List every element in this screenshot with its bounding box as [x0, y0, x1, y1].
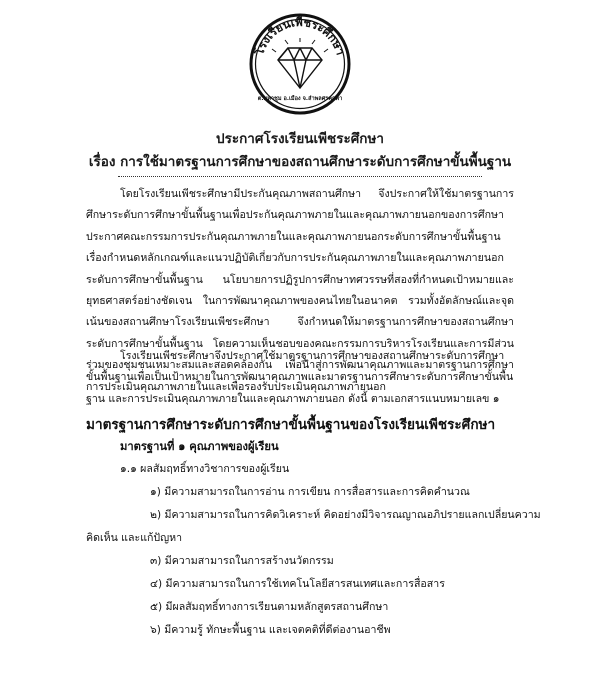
list-item: ๖) มีความรู้ ทักษะพื้นฐาน และเจตคติที่ดีต่องานอาชีพ: [150, 624, 391, 636]
list-item: ๕) มีผลสัมฤทธิ์ทางการเรียนตามหลักสูตรสถานศึกษา: [150, 601, 389, 613]
logo-school-name: โรงเรียนเพีชระศึกษา: [252, 14, 348, 57]
body-paragraph-1: โดยโรงเรียนเพีชระศึกษามีประกันคุณภาพสถานศึกษา จึงประกาศให้ใช้มาตรฐานการศึกษาระดับการศึกษาขั้นพื้นฐานเพื่อประกันคุณภาพภายในและคุณภาพภายนอกของการศึกษา ประกาศคณะกรรมการประกันคุณภาพภายในและคุณภาพภายนอกระดับการศึกษาขั้นพื้นฐาน เรื่องกำหนดหลักเกณฑ์และแนวปฏิบัติเกี่ยวกับการประกันคุณภาพภายในและคุณภาพภายนอกระดับการศึกษาขั้นพื้นฐาน นโยบายการปฏิรูปการศึกษาทศวรรษที่สองที่กำหนดเป้าหมายและยุทธศาสตร์อย่างชัดเจน ในการพัฒนาคุณภาพของคนไทยในอนาคต รวมทั้งอัตลักษณ์และจุดเน้นของสถานศึกษาโรงเรียนเพีชระศึกษา จึงกำหนดให้มาตรฐานการศึกษาของสถานศึกษาระดับการศึกษาขั้นพื้นฐาน โดยความเห็นชอบของคณะกรรมการบริหารโรงเรียนและการมีส่วนร่วมของชุมชนเหมาะสมและสอดคล้องกัน เพื่อนำสู่การพัฒนาคุณภาพและมาตรฐานการศึกษา การประเมินคุณภาพภายในและเพื่อรองรับประเมินคุณภาพภายนอก: [86, 188, 514, 393]
logo-address: ต.มหาชุม อ.เมือง จ.ลำพลศรคกพา: [257, 96, 343, 102]
list-item: ๓) มีความสามารถในการสร้างนวัตกรรม: [150, 555, 334, 567]
list-item: ๑) มีความสามารถในการอ่าน การเขียน การสื่อสารและการคิดคำนวณ: [150, 486, 470, 498]
standard-1-title: มาตรฐานที่ ๑ คุณภาพของผู้เรียน: [120, 440, 279, 453]
announcement-subject: เรื่อง การใช้มาตรฐานการศึกษาของสถานศึกษาระดับการศึกษาขั้นพื้นฐาน: [88, 154, 512, 170]
body-paragraph-2: โรงเรียนเพีชระศึกษาจึงประกาศใช้มาตรฐานการศึกษาของสถานศึกษาระดับการศึกษาขั้นพื้นฐานเพื่อเป็นเป้าหมายในการพัฒนาคุณภาพและมาตรฐานการศึกษาระดับการศึกษาขั้นพื้นฐาน และการประเมินคุณภาพภายในและคุณภาพภายนอก ดังนี้ ตามเอกสารแนบหมายเลข ๑: [86, 350, 514, 405]
standards-heading: มาตรฐานการศึกษาระดับการศึกษาขั้นพื้นฐานของโรงเรียนเพีชระศึกษา: [86, 417, 496, 433]
item-1-1: ๑.๑ ผลสัมฤทธิ์ทางวิชาการของผู้เรียน: [120, 463, 290, 475]
list-item: ๔) มีความสามารถในการใช้เทคโนโลยีสารสนเทศและการสื่อสาร: [150, 578, 445, 590]
list-item: ๒) มีความสามารถในการคิดวิเคราะห์ คิดอย่างมีวิจารณญาณอภิปรายแลกเปลี่ยนความ: [150, 509, 541, 521]
list-item-continuation: คิดเห็น และแก้ปัญหา: [86, 532, 183, 544]
dotted-divider: [118, 176, 482, 177]
announcement-title: ประกาศโรงเรียนเพีชระศึกษา: [216, 131, 384, 147]
school-logo: [248, 8, 352, 120]
